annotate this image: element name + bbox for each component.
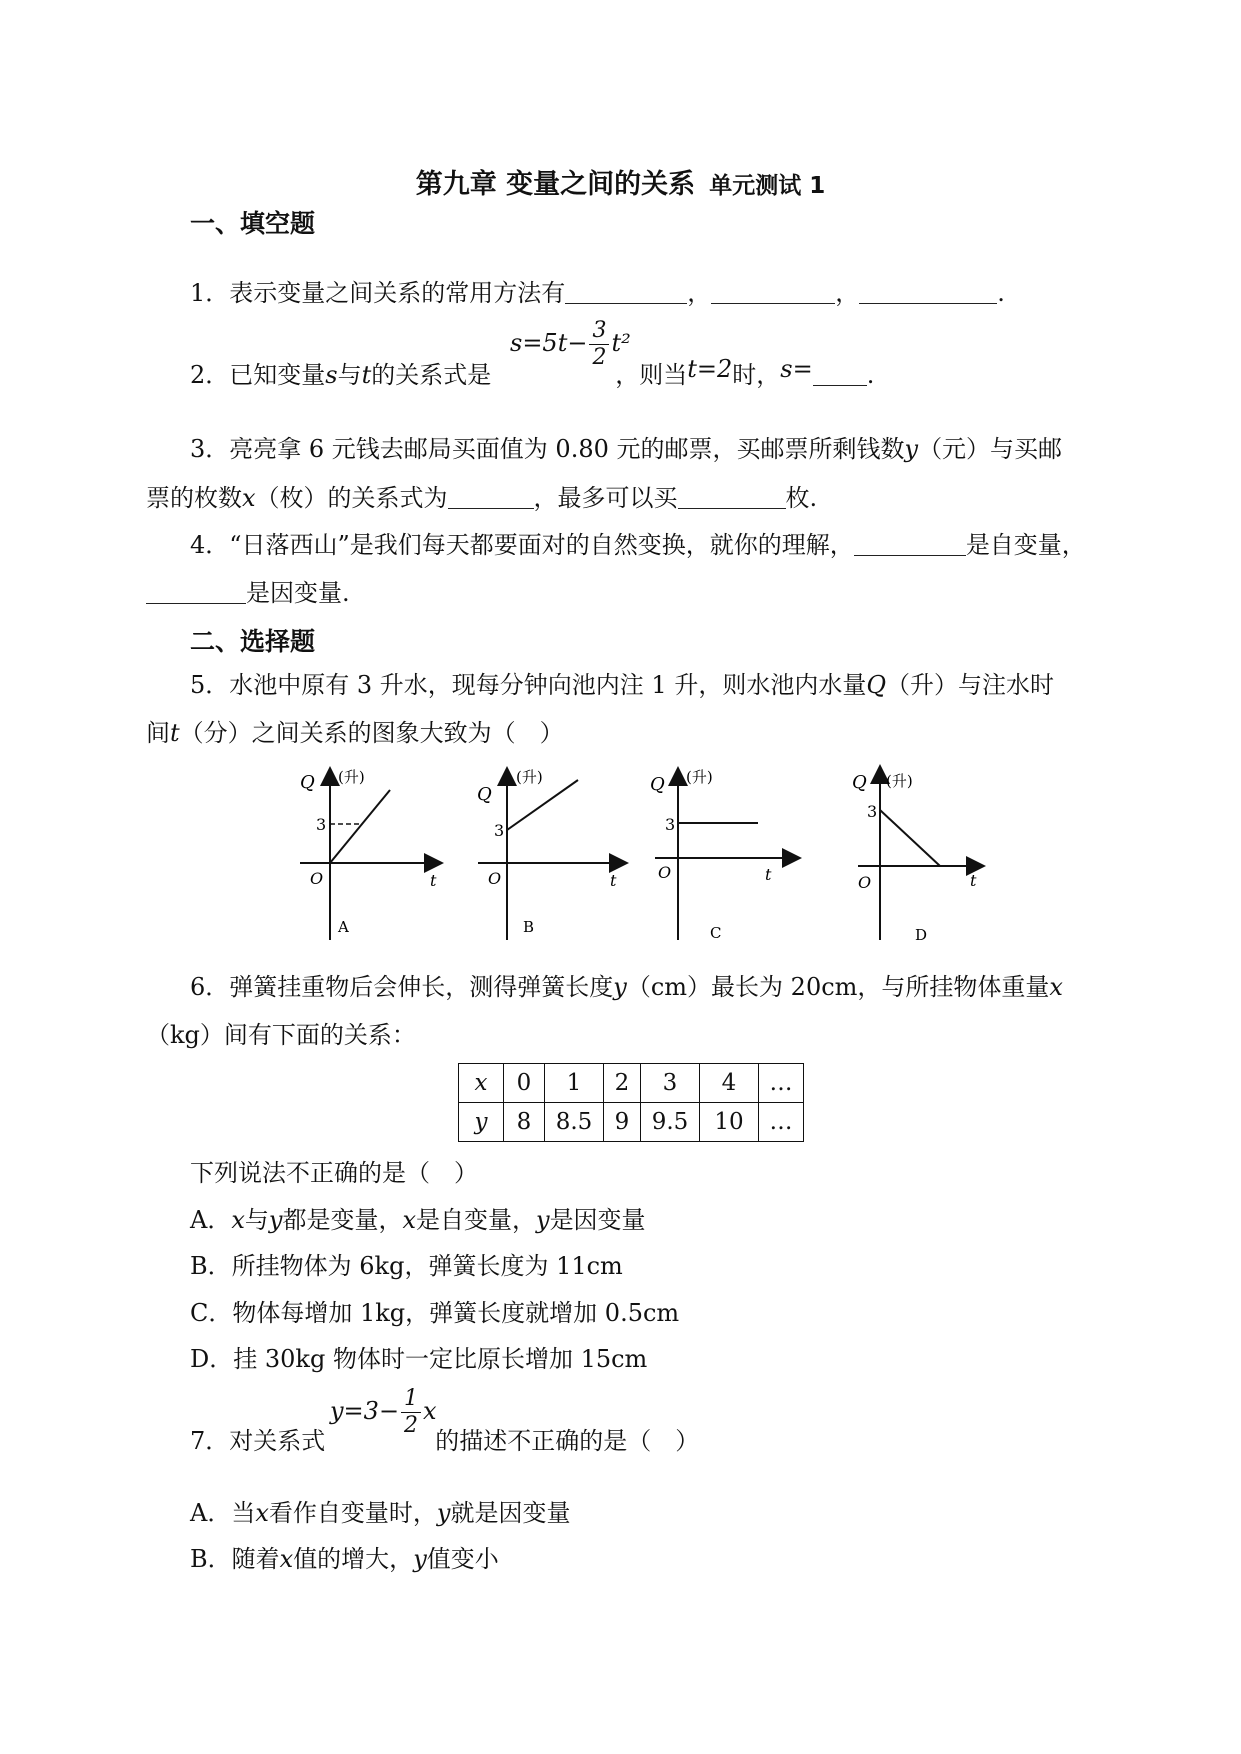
origin-label: O [310, 869, 324, 888]
table-cell: 9 [604, 1103, 641, 1142]
tick-3: 3 [665, 815, 676, 834]
table-cell: 9.5 [641, 1103, 700, 1142]
option-text: 就是因变量 [450, 1499, 571, 1527]
unit-label: (升) [516, 768, 543, 786]
table-cell: x [459, 1064, 504, 1103]
q3-text-2b: （枚）的关系式为 [255, 484, 448, 512]
fraction-numerator: 3 [589, 318, 609, 345]
q5-text-1a: 5．水池中原有 3 升水，现每分钟向池内注 1 升，则水池内水量 [190, 671, 867, 699]
q5-graph-options [280, 760, 1000, 950]
table-cell: 8.5 [545, 1103, 604, 1142]
question-7 [190, 1424, 699, 1458]
section-heading-fill-in: 一、填空题 [190, 209, 316, 238]
unit-label: (升) [886, 772, 913, 790]
q3-text-1b: （元）与买邮 [918, 435, 1063, 463]
t-axis-label: t [765, 865, 772, 884]
graph-option-d[interactable] [852, 768, 982, 944]
table-cell: 1 [545, 1064, 604, 1103]
q4-text-1b: 是自变量， [965, 531, 1086, 559]
option-label-c: C [710, 924, 722, 942]
q2-cond-pre: ，则当 [615, 361, 688, 389]
q6-text-1b: （cm）最长为 20cm，与所挂物体重量 [626, 973, 1050, 1001]
unit-label: (升) [338, 768, 365, 786]
var-x: x [402, 1206, 416, 1234]
question-1 [190, 276, 1005, 310]
origin-label: O [658, 863, 672, 882]
blank-4a[interactable] [854, 531, 966, 556]
var-x: x [1049, 973, 1063, 1001]
blank-1c[interactable] [859, 279, 997, 304]
section-heading-multiple-choice: 二、选择题 [190, 627, 316, 656]
tick-3: 3 [494, 821, 505, 840]
blank-3a[interactable] [448, 484, 534, 509]
graph-line [330, 790, 390, 863]
q3-text-2a: 票的枚数 [146, 484, 242, 512]
table-row-y [459, 1103, 804, 1142]
table-cell: 10 [700, 1103, 759, 1142]
t-axis-label: t [970, 871, 977, 890]
t-axis-label: t [610, 871, 617, 890]
blank-1a[interactable] [565, 279, 687, 304]
graph-option-b[interactable] [477, 768, 625, 940]
option-text: 是因变量 [549, 1206, 646, 1234]
question-1-text: 1．表示变量之间关系的常用方法有 [190, 279, 566, 307]
table-cell: 3 [641, 1064, 700, 1103]
question-6-line-1 [190, 970, 1063, 1004]
blank-3b[interactable] [678, 484, 786, 509]
separator: ， [687, 279, 712, 307]
option-text: 看作自变量时， [268, 1499, 437, 1527]
option-text: 值的增大， [293, 1545, 414, 1573]
graph-option-c[interactable] [650, 768, 798, 942]
formula-right: t² [611, 329, 631, 357]
q2-cond: t=2 [687, 355, 733, 383]
period: . [997, 279, 1005, 307]
table-cell: 4 [700, 1064, 759, 1103]
q7-pre: 7．对关系式 [190, 1427, 326, 1455]
graph-line [880, 810, 940, 866]
q6-option-c[interactable]: C．物体每增加 1kg，弹簧长度就增加 0.5cm [190, 1299, 680, 1327]
formula-right: x [423, 1397, 437, 1425]
option-text: 都是变量， [282, 1206, 403, 1234]
option-text: 是自变量， [416, 1206, 536, 1234]
q6-text-1a: 6．弹簧挂重物后会伸长，测得弹簧长度 [190, 973, 614, 1001]
var-Q: Q [866, 671, 887, 699]
var-y: y [536, 1206, 550, 1234]
question-5-line-2 [146, 716, 564, 750]
q2-mid1: 与 [337, 361, 362, 389]
option-text: 值变小 [426, 1545, 499, 1573]
question-3-line-1 [190, 432, 1062, 466]
var-x: x [231, 1206, 245, 1234]
q4-text-1: 4．“日落西山”是我们每天都要面对的自然变换，就你的理解， [190, 531, 854, 559]
table-cell: y [459, 1103, 504, 1142]
var-t: t [170, 719, 180, 747]
q6-option-a[interactable] [190, 1203, 646, 1237]
q7-option-b[interactable] [190, 1542, 499, 1576]
formula-left: s=5t− [510, 329, 588, 357]
t-axis-label: t [430, 871, 437, 890]
table-cell: 2 [604, 1064, 641, 1103]
formula-left: y=3− [330, 1397, 400, 1425]
graph-line [507, 780, 578, 830]
table-cell: 0 [504, 1064, 545, 1103]
title-main: 第九章 变量之间的关系 [415, 169, 696, 200]
q6-question: 下列说法不正确的是（ ） [190, 1159, 478, 1187]
q5-text-2a: 间 [146, 719, 170, 747]
question-2 [190, 355, 875, 392]
tick-3: 3 [867, 802, 878, 821]
separator: ， [835, 279, 860, 307]
table-cell: 8 [504, 1103, 545, 1142]
page-title [0, 162, 1241, 201]
tick-3: 3 [316, 815, 327, 834]
period: . [866, 361, 875, 389]
q6-option-d[interactable]: D．挂 30kg 物体时一定比原长增加 15cm [190, 1345, 648, 1373]
q2-cond-post: 时， [732, 361, 781, 389]
q6-data-table [458, 1063, 804, 1142]
q2-answer-label: s= [780, 355, 813, 383]
q4-text-2: 是因变量. [246, 579, 350, 607]
var-s: s [325, 361, 338, 389]
fraction-denominator: 2 [404, 1413, 419, 1438]
var-y: y [613, 973, 627, 1001]
origin-label: O [488, 869, 502, 888]
unit-label: (升) [686, 768, 713, 786]
table-row-x [459, 1064, 804, 1103]
q-axis-label: Q [852, 772, 867, 793]
q3-text-1: 3．亮亮拿 6 元钱去邮局买面值为 0.80 元的邮票，买邮票所剩钱数 [190, 435, 905, 463]
question-5-line-1 [190, 668, 1054, 702]
option-label-b: B [523, 918, 535, 936]
var-t: t [361, 361, 372, 389]
option-label-a: A [338, 918, 349, 936]
origin-label: O [858, 873, 872, 892]
var-y: y [413, 1545, 427, 1573]
q-axis-label: Q [650, 774, 665, 795]
var-x: x [279, 1545, 294, 1573]
var-y: y [436, 1499, 451, 1527]
q7-option-a[interactable] [190, 1496, 570, 1530]
option-prefix: A．当 [190, 1499, 256, 1527]
q5-text-1b: （升）与注水时 [886, 671, 1055, 699]
q3-text-2d: 枚. [785, 484, 818, 512]
blank-4b[interactable] [146, 579, 246, 604]
option-prefix: B．随着 [190, 1545, 280, 1573]
q-axis-label: Q [477, 784, 492, 805]
fraction-numerator: 1 [401, 1386, 421, 1413]
q2-mid2: 的关系式是 [371, 361, 492, 389]
graph-option-a[interactable] [300, 768, 440, 940]
table-cell: … [759, 1064, 804, 1103]
option-label-d: D [915, 926, 928, 944]
fraction-denominator: 2 [592, 345, 607, 370]
blank-1b[interactable] [711, 279, 835, 304]
title-sub: 单元测试 1 [709, 173, 826, 199]
question-6-line-2: （kg）间有下面的关系： [146, 1021, 416, 1049]
q6-option-b[interactable]: B．所挂物体为 6kg，弹簧长度为 11cm [190, 1252, 623, 1280]
option-text: 与 [244, 1206, 269, 1234]
question-4-line-2 [146, 576, 350, 610]
var-y: y [904, 435, 919, 463]
question-4-line-1 [190, 528, 1086, 562]
table-cell: … [759, 1103, 804, 1142]
blank-2[interactable] [813, 361, 867, 386]
q7-post: 的描述不正确的是（ ） [435, 1427, 700, 1455]
var-x: x [255, 1499, 269, 1527]
q2-pre: 2．已知变量 [190, 361, 326, 389]
option-prefix: A． [190, 1206, 232, 1234]
q5-text-2b: （分）之间关系的图象大致为（ ） [179, 719, 564, 747]
q3-text-2c: ，最多可以买 [533, 484, 678, 512]
var-y: y [268, 1206, 283, 1234]
var-x: x [242, 484, 256, 512]
q-axis-label: Q [300, 772, 315, 793]
question-3-line-2 [146, 481, 817, 515]
